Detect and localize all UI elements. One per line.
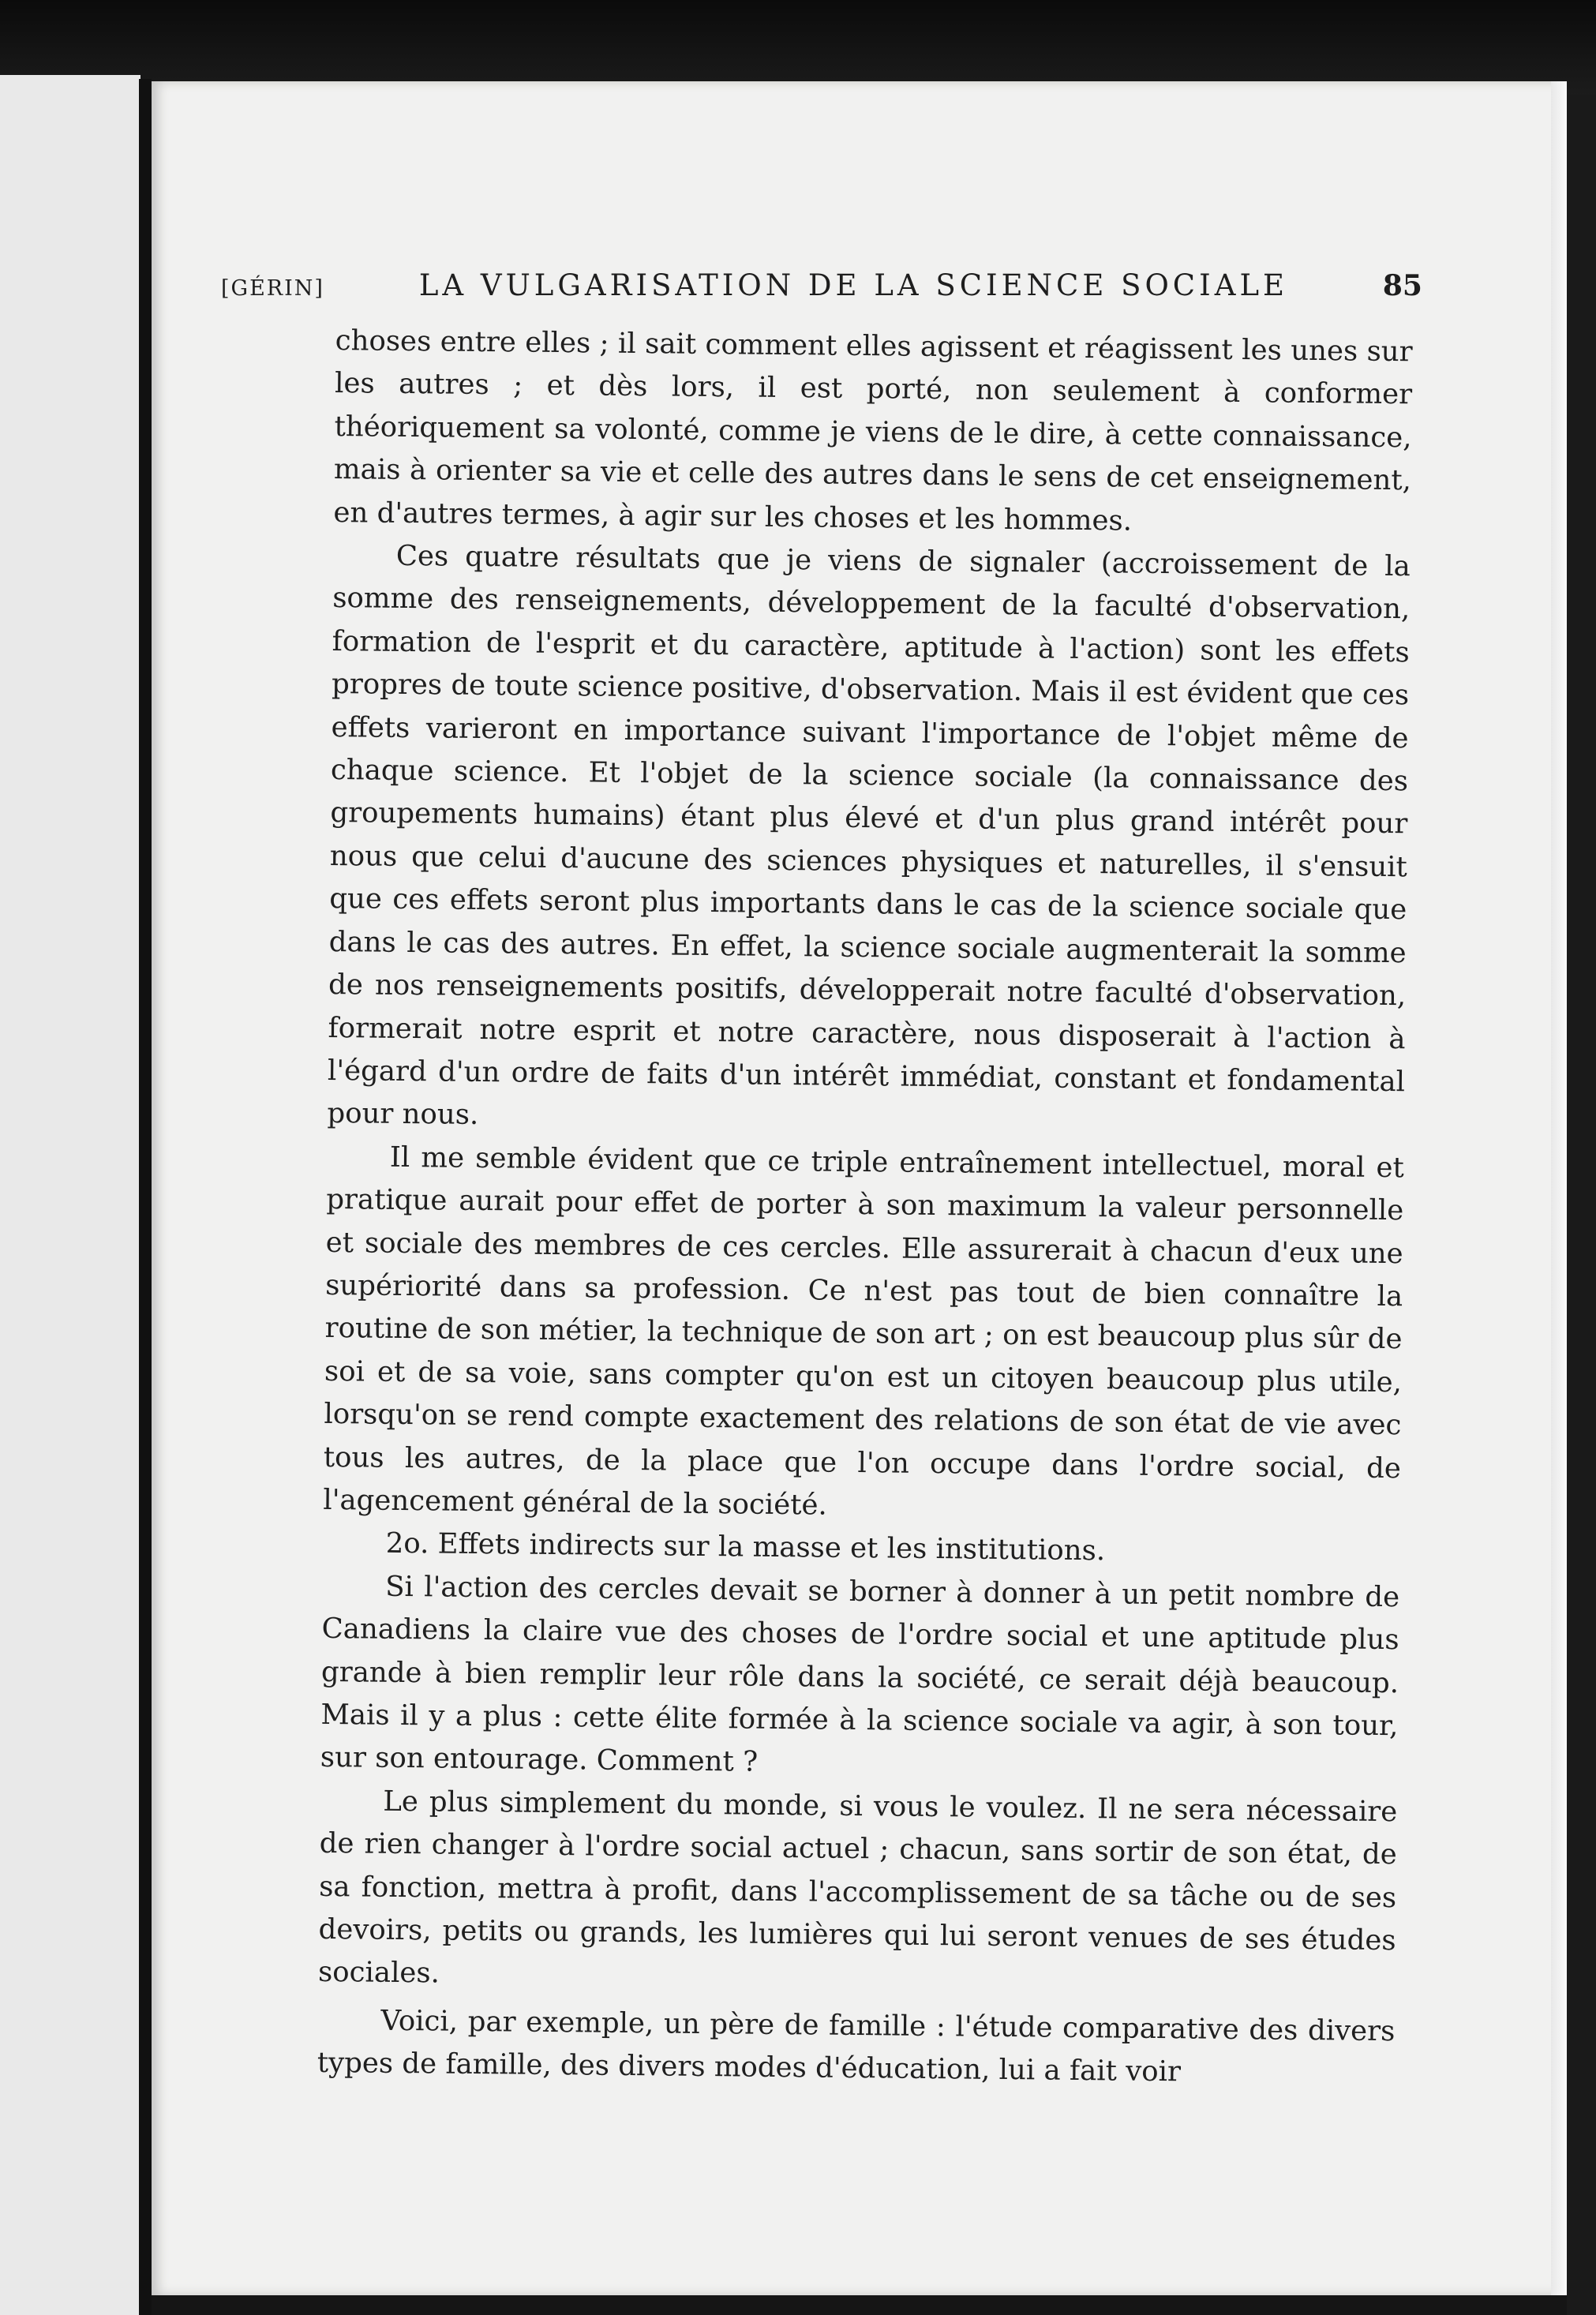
book-spine <box>139 79 152 2315</box>
running-header <box>221 268 1422 302</box>
page-edge <box>1551 81 1567 2295</box>
running-author: [GÉRIN] <box>221 276 324 301</box>
body-text <box>317 320 1413 2096</box>
page-number: 85 <box>1382 269 1422 302</box>
running-title: LA VULGARISATION DE LA SCIENCE SOCIALE <box>418 268 1289 302</box>
scan-background-right <box>1567 95 1596 2315</box>
paragraph: Le plus simplement du monde, si vous le voulez. Il ne sera nécessaire de rien changer à l'ordre social actuel ; chacun, sans sortir de son état, de sa fonction, mettra à profit, dans l'accomplissement de sa tâche ou de ses devoirs, petits ou grands, les lumières qui lui seront venues de ses études sociales. <box>317 1785 1398 1990</box>
paragraph: Voici, par exemple, un père de famille : l'étude comparative des divers types de famille, des divers modes d'éducation, lui a fait voir <box>317 2004 1396 2088</box>
paragraph-continuation: choses entre elles ; il sait comment elles agissent et réagissent les unes sur les autres ; et dès lors, il est porté, non seulement à conformer théoriquement sa volonté, comme je viens de le dire, à cette connaissance, mais à orienter sa vie et celle des autres dans le sens de cet enseignement, en d'autres termes, à agir sur les choses et les hommes. <box>333 324 1413 538</box>
paragraph: Ces quatre résultats que je viens de signaler (accroissement de la somme des renseignements, développement de la faculté d'observation, formation de l'esprit et du caractère, aptitude à l'action) sont les effets propres de toute science positive, d'observation. Mais il est évident que ces effets varieront en importance suivant l'importance de l'objet même de chaque science. Et l'objet de la science sociale (la connaissance des groupements humains) étant plus élevé et d'un plus grand intérêt pour nous que celui d'aucune des sciences physiques et naturelles, il s'ensuit que ces effets seront plus importants dans le cas de la science sociale que dans le cas des autres. En effet, la science sociale augmenterait la somme de nos renseignements positifs, développerait notre faculté d'observation, formerait notre esprit et notre caractère, nous disposerait à l'action à l'égard d'un ordre de faits d'un intérêt immédiat, constant et fondamental pour nous. <box>327 539 1411 1132</box>
paragraph: Il me semble évident que ce triple entraînement intellectuel, moral et pratique aurait pour effet de porter à son maximum la valeur personnelle et sociale des membres de ces cercles. Elle assurerait à chacun d'eux une supériorité dans sa profession. Ce n'est pas tout de bien connaître la routine de son métier, la technique de son art ; on est beaucoup plus sûr de soi et de sa voie, sans compter qu'on est un citoyen beaucoup plus utile, lorsqu'on se rend compte exactement des relations de son état de vie avec tous les autres, de la place que l'on occupe dans l'ordre social, de l'agencement général de la société. <box>323 1141 1405 1522</box>
section-heading: 2o. Effets indirects sur la masse et les institutions. <box>385 1527 1106 1568</box>
paragraph: Si l'action des cercles devait se borner à donner à un petit nombre de Canadiens la claire vue des choses de l'ordre social et une aptitude plus grande à bien remplir leur rôle dans la société, ce serait déjà beaucoup. Mais il y a plus : cette élite formée à la science sociale va agir, à son tour, sur son entourage. Comment ? <box>320 1570 1400 1779</box>
facing-page-edge <box>0 75 140 2315</box>
